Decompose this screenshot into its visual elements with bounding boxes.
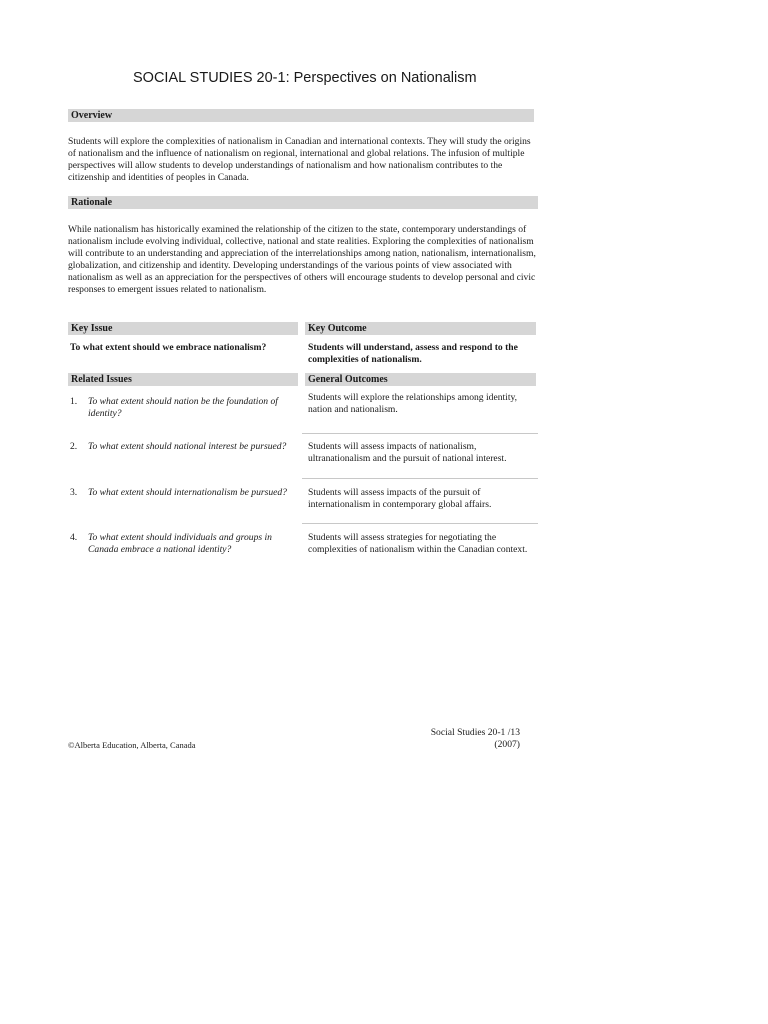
general-outcome-2: Students will assess impacts of nationalism, ultranationalism and the pursuit of national interest. <box>308 441 507 464</box>
related-issue-2 <box>70 441 298 453</box>
related-issue-number: 3. <box>70 487 78 498</box>
page-reference-year: (2007) <box>494 739 520 750</box>
related-issues-heading: Related Issues <box>68 373 298 386</box>
general-outcomes-heading: General Outcomes <box>305 373 536 386</box>
rationale-heading: Rationale <box>68 196 538 209</box>
key-issue-heading: Key Issue <box>68 322 298 335</box>
related-issue-3 <box>70 487 298 499</box>
related-issue-number: 1. <box>70 396 78 407</box>
row-divider <box>302 433 538 434</box>
page-reference-label: Social Studies 20-1 /13 <box>430 727 520 738</box>
related-issue-text: To what extent should internationalism be pursued? <box>88 487 287 498</box>
related-issue-4 <box>70 532 298 556</box>
related-issue-text: To what extent should nation be the foundation of identity? <box>88 396 278 419</box>
related-issue-text: To what extent should national interest be pursued? <box>88 441 287 452</box>
overview-heading: Overview <box>68 109 534 122</box>
general-outcome-4: Students will assess strategies for negotiating the complexities of nationalism within the Canadian context. <box>308 532 528 555</box>
key-outcome-heading: Key Outcome <box>305 322 536 335</box>
copyright-notice: ©Alberta Education, Alberta, Canada <box>68 740 196 750</box>
general-outcome-3: Students will assess impacts of the pursuit of internationalism in contemporary global affairs. <box>308 487 492 510</box>
key-outcome-text: Students will understand, assess and respond to the complexities of nationalism. <box>308 342 518 365</box>
related-issue-text: To what extent should individuals and groups in Canada embrace a national identity? <box>88 532 272 555</box>
related-issue-1 <box>70 396 298 420</box>
row-divider <box>302 523 538 524</box>
overview-text: Students will explore the complexities of nationalism in Canadian and international contexts. They will study the origins of nationalism and the influence of nationalism on regional, international and global relations. The infusion of multiple perspectives will allow students to develop understandings of nationalism and how nationalism contributes to the citizenship and identities of peoples in Canada. <box>68 136 531 183</box>
page-title: SOCIAL STUDIES 20-1: Perspectives on Nationalism <box>133 70 477 86</box>
row-divider <box>302 478 538 479</box>
page-reference <box>380 727 520 751</box>
related-issue-number: 4. <box>70 532 78 543</box>
rationale-text: While nationalism has historically examined the relationship of the citizen to the state, contemporary understandings of nationalism include evolving individual, collective, national and state realities. Exploring the complexities of nationalism will contribute to an understanding and appreciation of the interrelationships among nation, nationalism, internationalism, globalization, and citizenship and identity. Developing understandings of the various points of view associated with nationalism as well as an appreciation for the perspectives of others will encourage students to develop personal and civic responses to emergent issues related to nationalism. <box>68 224 536 295</box>
general-outcome-1: Students will explore the relationships among identity, nation and nationalism. <box>308 392 518 415</box>
key-issue-text: To what extent should we embrace nationalism? <box>70 342 267 353</box>
related-issue-number: 2. <box>70 441 78 452</box>
